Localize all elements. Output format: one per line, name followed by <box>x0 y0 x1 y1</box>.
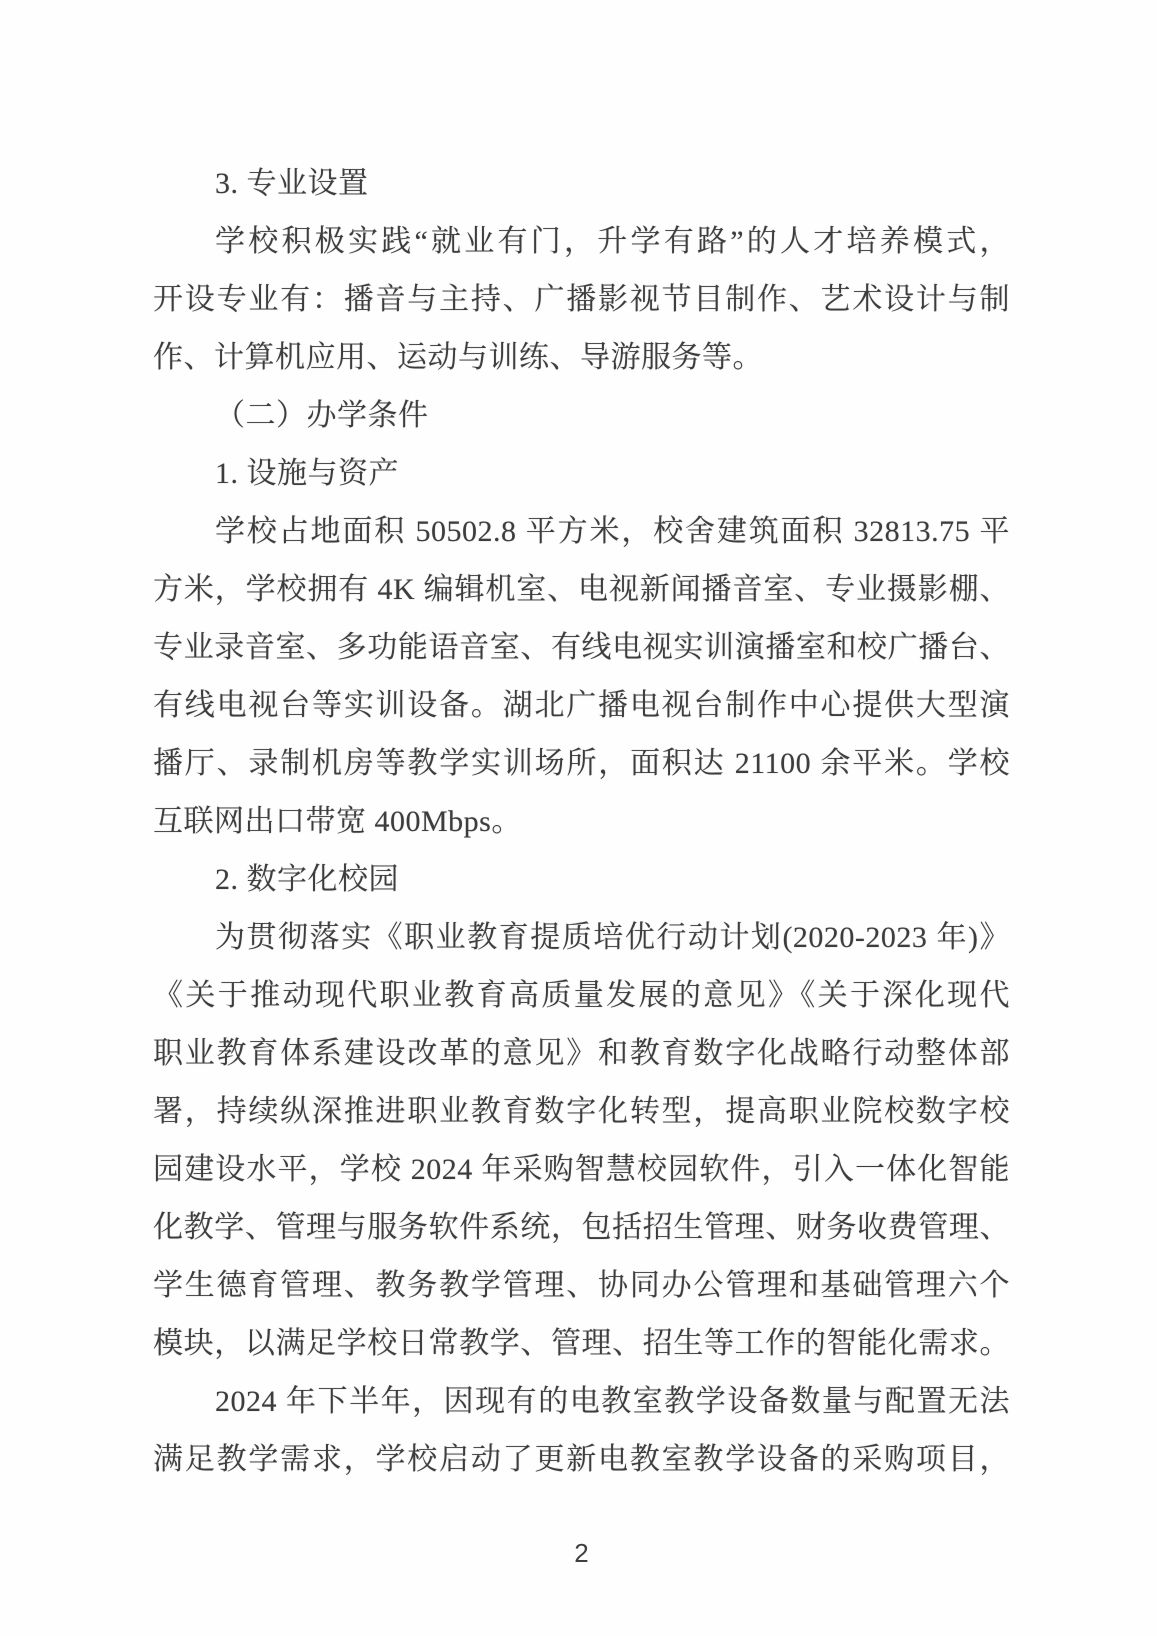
heading-digital-campus: 2. 数字化校园 <box>215 863 399 896</box>
text-line: 学校积极实践“就业有门，升学有路”的人才培养模式， <box>215 225 1010 258</box>
text-line: 互联网出口带宽 400Mbps。 <box>153 805 522 838</box>
text-line: 专业录音室、多功能语音室、有线电视实训演播室和校广播台、 <box>153 631 1010 664</box>
text-line: 开设专业有：播音与主持、广播影视节目制作、艺术设计与制 <box>153 283 1010 316</box>
text-line: 署，持续纵深推进职业教育数字化转型，提高职业院校数字校 <box>153 1095 1010 1128</box>
text-line: 作、计算机应用、运动与训练、导游服务等。 <box>153 341 763 374</box>
heading-facilities-assets: 1. 设施与资产 <box>215 457 399 490</box>
text-line: 有线电视台等实训设备。湖北广播电视台制作中心提供大型演 <box>153 689 1010 722</box>
text-line: 园建设水平，学校 2024 年采购智慧校园软件，引入一体化智能 <box>153 1153 1010 1186</box>
text-line: 方米，学校拥有 4K 编辑机室、电视新闻播音室、专业摄影棚、 <box>153 573 1010 606</box>
text-line: 学校占地面积 50502.8 平方米，校舍建筑面积 32813.75 平 <box>215 515 1010 548</box>
text-line: 模块，以满足学校日常教学、管理、招生等工作的智能化需求。 <box>153 1327 1010 1360</box>
text-line: 化教学、管理与服务软件系统，包括招生管理、财务收费管理、 <box>153 1211 1010 1244</box>
text-line: 满足教学需求，学校启动了更新电教室教学设备的采购项目， <box>153 1443 1010 1476</box>
page-footer <box>153 1538 1010 1569</box>
text-line: 职业教育体系建设改革的意见》和教育数字化战略行动整体部 <box>153 1037 1010 1070</box>
text-line: 播厅、录制机房等教学实训场所，面积达 21100 余平米。学校 <box>153 747 1010 780</box>
heading-major-setup: 3. 专业设置 <box>215 167 369 200</box>
text-line: 为贯彻落实《职业教育提质培优行动计划(2020-2023 年)》 <box>215 921 1010 954</box>
text-line: 《关于推动现代职业教育高质量发展的意见》《关于深化现代 <box>153 979 1010 1012</box>
document-body <box>153 155 1010 1489</box>
text-line: 2024 年下半年，因现有的电教室教学设备数量与配置无法 <box>215 1385 1010 1418</box>
page-number: 2 <box>574 1538 589 1568</box>
heading-school-conditions: （二）办学条件 <box>215 399 429 432</box>
text-line: 学生德育管理、教务教学管理、协同办公管理和基础管理六个 <box>153 1269 1010 1302</box>
